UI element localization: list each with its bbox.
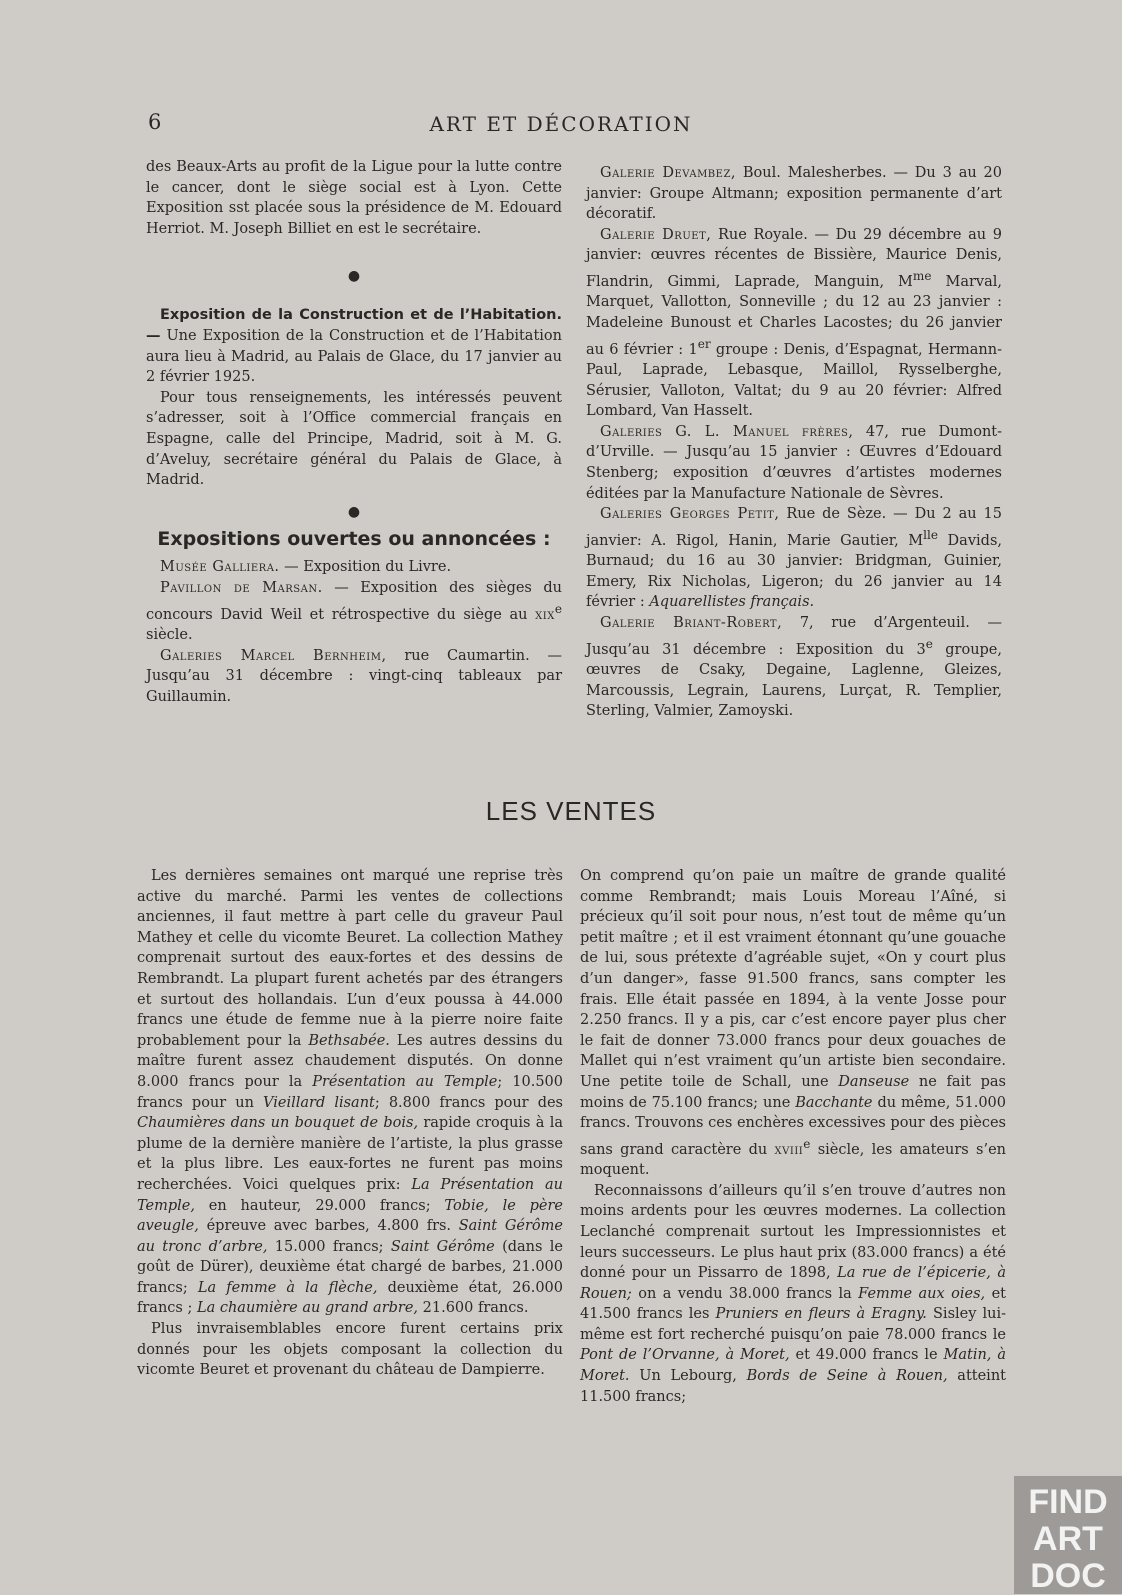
italic-title: Saint Gérôme au tronc d’arbre,: [137, 1218, 563, 1255]
italic-title: Bords de Seine à Rouen,: [746, 1368, 948, 1385]
text-run: ne fait pas moins de 75.100 francs; une: [580, 1073, 1006, 1111]
ventes-right-paragraph-2: [580, 1181, 1006, 1408]
intro-paragraph: des Beaux-Arts au profit de la Ligue pour la lutte contre le cancer, dont le siège social est à Lyon. Cette Exposition sst placée sous la présidence de M. Edouard Herriot. M. Joseph Billiet en est le secrétaire.: [146, 159, 562, 237]
ventes-right-paragraph-1: [580, 866, 1006, 1181]
italic-title: Femme aux oies,: [858, 1285, 986, 1302]
right-top-column: [586, 163, 1002, 722]
expo-petit: [586, 504, 1002, 613]
text-run: rapide croquis à la plume de la dernière manière de l’artiste, la plus grasse et la plus libre. Les eaux-fortes ne furent pas moins recherchées. Voici quelques prix:: [137, 1115, 563, 1193]
superscript: e: [554, 601, 562, 616]
italic-title: La Présentation au Temple,: [137, 1176, 563, 1214]
construction-info: Pour tous renseignements, les intéressés peuvent s’adresser, soit à l’Office commercial français en Espagne, calle del Principe, Madrid, soit à M. G. d’Aveluy, secrétaire général du Palais de Glace, à Madrid.: [146, 389, 562, 489]
venue-text: 47, rue Dumont-d’Urville. — Jusqu’au 15 janvier : Œuvres d’Edouard Stenberg; exposition d’œuvres d’artistes modernes éditées par la Manufacture Nationale de Sèvres.: [586, 423, 1003, 502]
italic-title: Vieillard lisant: [263, 1094, 375, 1111]
venue-name: Musée Galliera.: [160, 559, 280, 576]
venue-name: Galeries Marcel Bernheim,: [160, 647, 387, 664]
expo-marsan: [146, 578, 562, 646]
venue-text: Rue Royale. — Du 29 décembre au 9 janvier: œuvres récentes de Bissière, Maurice Denis, Flandrin, Gimmi, Laprade, Manguin, M: [586, 226, 1002, 290]
venue-name: Galeries G. L. Manuel frères,: [600, 423, 854, 440]
bullet-separator: ●: [347, 268, 361, 285]
ventes-left-paragraph-1: [137, 866, 563, 1319]
expo-manuel: [586, 422, 1002, 504]
text-run: Reconnaissons d’ailleurs qu’il s’en trouve d’autres non moins ardents pour les œuvres modernes. La collection Leclanché comprenait surtout les Impressionnistes et leurs successeurs. Le plus haut prix (83.000 francs) a été donné pour un Pissarro de 1898,: [580, 1182, 1006, 1282]
venue-text: — Exposition des sièges du concours David Weil et rétrospective du siège au: [146, 579, 562, 623]
italic-title: Matin, à Moret.: [580, 1347, 1006, 1385]
italic-title: La femme à la flèche,: [197, 1279, 378, 1296]
text-run: Les dernières semaines ont marqué une reprise très active du marché. Parmi les ventes de collections anciennes, il faut mettre à part celle du graveur Paul Mathey et celle du vicomte Beuret. La collection Mathey comprenait surtout des eaux-fortes et des dessins de Rembrandt. La plupart furent achetés par des étrangers et surtout des hollandais. L’un d’eux poussa à 44.000 francs une étude de femme nue à la pierre noire faite probablement pour la: [137, 868, 563, 1049]
ventes-right-column: [580, 866, 1006, 1407]
venue-name: Galerie Briant-Robert,: [600, 614, 783, 631]
section-title: LES VENTES: [485, 796, 657, 826]
italic-title: Bacchante: [795, 1094, 873, 1111]
construction-paragraph: [146, 305, 562, 387]
text-run: On comprend qu’on paie un maître de grande qualité comme Rembrandt; mais Louis Moreau l’Aîné, si précieux qu’il soit pour nous, n’est tout de même qu’un petit maître ; et il est vraiment étonnant qu’une gouache de lui, sous prétexte d’agréable sujet, «On y court plus d’un danger», fasse 91.500 francs, sans compter les frais. Elle était passée en 1894, à la vente Josse pour 2.250 francs. Il y a pis, car c’est encore payer plus cher le fait de donner 73.000 francs pour deux gouaches de Mallet qui n’est vraiment qu’un artiste bien secondaire. Une petite toile de Schall, une: [580, 868, 1006, 1090]
superscript: e: [925, 636, 933, 651]
superscript: er: [697, 336, 711, 351]
text-run: et 41.500 francs les: [580, 1285, 1006, 1323]
running-title: ART ET DÉCORATION: [429, 112, 693, 136]
italic-title: Danseuse: [838, 1073, 910, 1090]
text-run: et 49.000 francs le: [789, 1347, 944, 1364]
venue-text: Davids, Burnaud; du 16 au 30 janvier: Bridgman, Guinier, Emery, Rix Nicholas, Ligeron; du 26 janvier au 14 février :: [586, 532, 1002, 611]
construction-text: Une Exposition de la Construction et de l’Habitation aura lieu à Madrid, au Palais de Glace, du 17 janvier au 2 février 1925.: [146, 327, 562, 386]
expo-galliera: [146, 557, 562, 578]
ventes-left-column: [137, 866, 563, 1381]
expo-bernheim: [146, 646, 562, 708]
left-top-column: [146, 157, 562, 707]
italic-title: La rue de l’épicerie, à Rouen;: [580, 1265, 1006, 1302]
italic-title: Saint Gérôme: [390, 1238, 495, 1255]
ventes-left-paragraph-2: Plus invraisemblables encore furent certains prix donnés pour les objets composant la collection du vicomte Beuret et provenant du château de Dampierre.: [137, 1321, 563, 1379]
text-run: ; 10.500 francs pour un: [137, 1073, 563, 1111]
italic-title: Bethsabée.: [308, 1032, 390, 1049]
venue-name: Galeries Georges Petit,: [600, 506, 780, 523]
superscript: me: [912, 268, 932, 283]
venue-name: Galerie Devambez,: [600, 165, 737, 181]
century-numeral: xviii: [774, 1141, 804, 1158]
venue-name: Pavillon de Marsan.: [160, 579, 323, 596]
text-run: deuxième état, 26.000 francs ;: [137, 1279, 563, 1317]
italic-title: Pruniers en fleurs à Eragny.: [715, 1306, 927, 1323]
text-run: en hauteur, 29.000 francs;: [195, 1197, 445, 1214]
expo-druet: [586, 225, 1002, 422]
text-run: ; 8.800 francs pour des: [374, 1094, 563, 1111]
italic-title: Pont de l’Orvanne, à Moret,: [580, 1347, 790, 1364]
text-run: du même, 51.000 francs. Trouvons ces enchères excessives pour des pièces sans grand caractère du: [580, 1094, 1006, 1158]
venue-text: Marval, Marquet, Vallotton, Sonneville ; du 12 au 23 janvier : Madeleine Bunoust et Charles Lacostes; du 26 janvier au 6 février : 1: [586, 273, 1002, 358]
text-run: siècle, les amateurs s’en moquent.: [580, 1141, 1006, 1179]
text-run: Un Lebourg,: [629, 1368, 747, 1385]
expositions-heading: Expositions ouvertes ou annoncées :: [157, 527, 551, 550]
text-run: 21.600 francs.: [418, 1300, 529, 1317]
superscript: e: [803, 1136, 811, 1151]
venue-text: siècle.: [146, 626, 193, 643]
construction-heading: Exposition de la Construction et de l’Habitation. —: [146, 307, 562, 344]
text-run: Sisley lui-même est fort recherché puisqu’on paie 78.000 francs le: [580, 1306, 1007, 1343]
venue-text: groupe, œuvres de Csaky, Degaine, Laglenne, Gleizes, Marcoussis, Legrain, Laurens, Lurçat, R. Templier, Sterling, Valmier, Zamoyski.: [586, 641, 1002, 720]
superscript: lle: [923, 527, 939, 542]
logo-line: FIND: [1028, 1483, 1108, 1521]
venue-text: rue Caumartin. — Jusqu’au 31 décembre : vingt-cinq tableaux par Guillaumin.: [146, 647, 562, 705]
venue-text: Rue de Sèze. — Du 2 au 15 janvier: A. Rigol, Hanin, Marie Gautier, M: [586, 506, 1002, 549]
italic-title: La chaumière au grand arbre,: [196, 1300, 419, 1317]
text-run: Les autres dessins du maître furent assez chaudement disputés. On donne 8.000 francs pour la: [137, 1032, 563, 1090]
logo-line: DOC: [1030, 1557, 1106, 1595]
text-run: 15.000 francs;: [267, 1238, 391, 1255]
italic-title: Tobie, le père aveugle,: [137, 1197, 563, 1235]
text-run: (dans le goût de Dürer), deuxième état chargé de barbes, 21.000 francs;: [137, 1238, 563, 1296]
venue-text: groupe : Denis, d’Espagnat, Hermann-Paul, Laprade, Lebasque, Maillol, Rysselberghe, Sérusier, Valloton, Valtat; du 9 au 20 février: Alfred Lombard, Van Hasselt.: [586, 341, 1003, 420]
venue-text: — Exposition du Livre.: [279, 559, 452, 576]
page-number: 6: [148, 110, 162, 134]
text-run: on a vendu 38.000 francs la: [631, 1285, 859, 1302]
logo-line: ART: [1033, 1520, 1103, 1558]
italic-title: Chaumières dans un bouquet de bois,: [137, 1115, 419, 1132]
italic-title: Présentation au Temple: [312, 1073, 498, 1090]
venue-text: 7, rue d’Argenteuil. — Jusqu’au 31 décembre : Exposition du 3: [586, 614, 1002, 658]
text-run: épreuve avec barbes, 4.800 frs.: [198, 1218, 459, 1235]
expo-devambez: [586, 163, 1002, 225]
italic-title: Aquarellistes français.: [649, 594, 815, 611]
findartdoc-logo: [1014, 1476, 1122, 1594]
venue-text: Boul. Malesherbes. — Du 3 au 20 janvier: Groupe Altmann; exposition permanente d’art décoratif.: [586, 165, 1002, 223]
expo-briant: [586, 613, 1002, 722]
venue-name: Galerie Druet,: [600, 226, 712, 243]
text-run: atteint 11.500 francs;: [580, 1368, 1006, 1405]
bullet-separator: ●: [347, 503, 361, 520]
century-numeral: xix: [535, 606, 555, 623]
